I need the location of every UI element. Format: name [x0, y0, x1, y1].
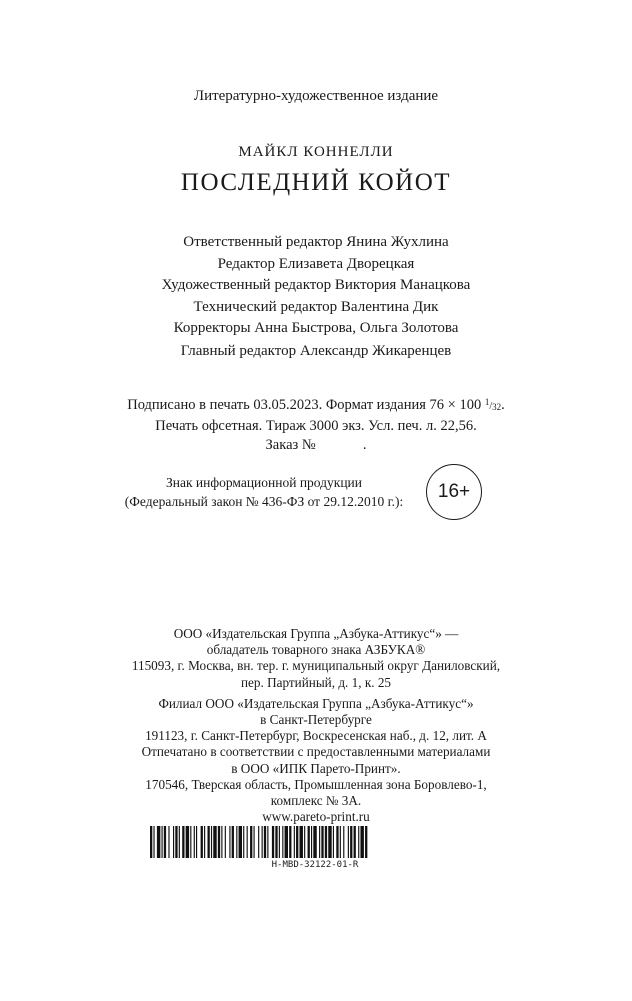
- credit-line: Ответственный редактор Янина Жухлина: [183, 234, 449, 250]
- info-mark-text: Знак информационной продукции (Федеральный закон № 436-ФЗ от 29.12.2010 г.):: [124, 475, 404, 509]
- printer-block: Отпечатано в соответствии с предоставленными материалами в ООО «ИПК Парето-Принт». 170546, Тверская область, Промышленная зона Боровлево-1, комплекс № 3А. www.pareto-print.ru: [0, 744, 632, 825]
- barcode-icon: [150, 826, 480, 858]
- printer-website: www.pareto-print.ru: [262, 809, 370, 825]
- age-rating-badge: 16+: [426, 464, 482, 520]
- author-name: МАЙКЛ КОННЕЛЛИ: [238, 144, 394, 160]
- print-info: [0, 393, 632, 455]
- genre-label: Литературно-художественное издание: [193, 88, 439, 104]
- credit-line: Корректоры Анна Быстрова, Ольга Золотова: [173, 320, 459, 336]
- publisher-block: ООО «Издательская Группа „Азбука-Аттикус“» — обладатель товарного знака АЗБУКА® 115093, г. Москва, вн. тер. г. муниципальный округ Даниловский, пер. Партийный, д. 1, к. 25: [131, 626, 501, 690]
- publisher-info: [0, 626, 632, 825]
- credit-line: Технический редактор Валентина Дик: [193, 298, 439, 315]
- print-info-line-2: Печать офсетная. Тираж 3000 экз. Усл. печ. л. 22,56.: [155, 418, 477, 434]
- credit-line: Редактор Елизавета Дворецкая: [217, 255, 415, 272]
- print-info-line-1: Подписано в печать 03.05.2023. Формат издания 76 × 100 $^1/_{32}$.: [127, 397, 505, 413]
- print-format: Подписано в печать 03.05.2023. Формат издания 76 × 100: [127, 397, 482, 413]
- chief-editor: Главный редактор Александр Жикаренцев: [180, 343, 452, 359]
- book-title: ПОСЛЕДНИЙ КОЙОТ: [180, 169, 452, 196]
- barcode-number: H-MBD-32122-01-R: [271, 860, 359, 870]
- print-info-line-3: Заказ № .: [265, 437, 367, 453]
- branch-block: Филиал ООО «Издательская Группа „Азбука-Аттикус“» в Санкт-Петербурге 191123, г. Санкт-Петербург, Воскресенская наб., д. 12, лит. А: [145, 695, 487, 744]
- credits-list: [0, 232, 632, 340]
- format-fraction: $^1/_{32}$: [484, 397, 502, 412]
- credit-line: Художественный редактор Виктория Манацкова: [161, 277, 471, 293]
